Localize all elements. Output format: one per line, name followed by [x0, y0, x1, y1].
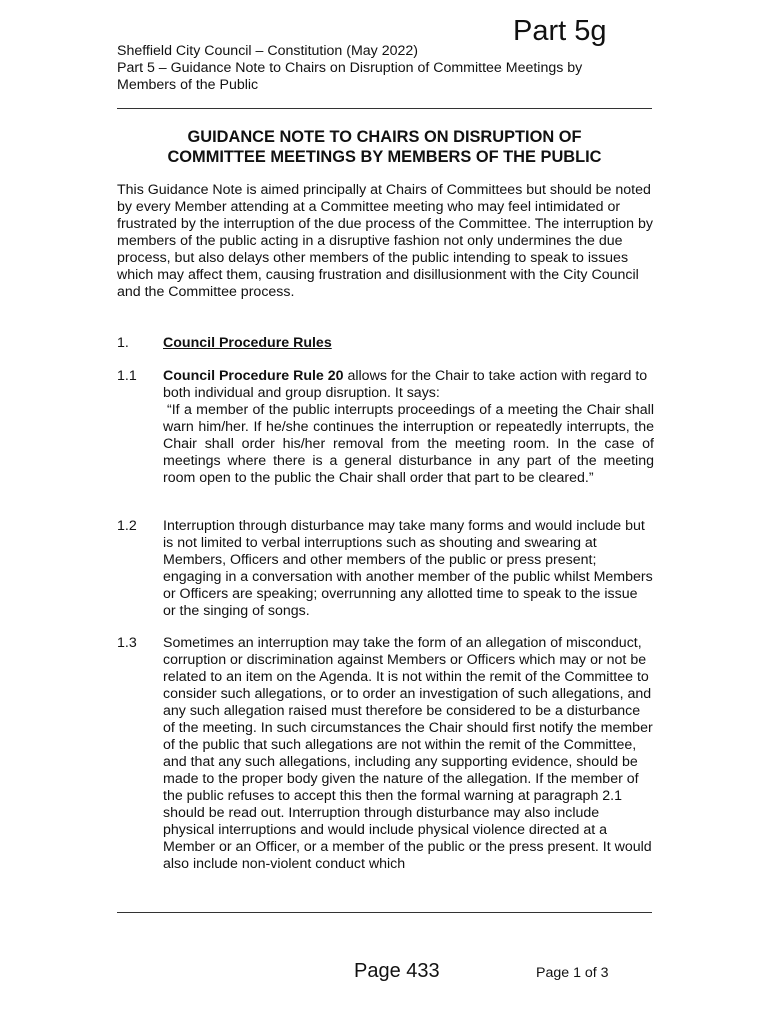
intro-paragraph: This Guidance Note is aimed principally at Chairs of Committees but should be noted by every Member attending at a Committee meeting who may feel intimidated or frustrated by the interruption of the due process of the Committee. The interruption by members of the public acting in a disruptive fashion not only undermines the due process, but also delays other members of the public intending to speak to issues which may affect them, causing frustration and disillusionment with the City Council and the Committee process.	[117, 182, 654, 300]
section-1-2-number: 1.2	[117, 518, 137, 534]
section-1-number: 1.	[117, 335, 129, 351]
title-line-1: GUIDANCE NOTE TO CHAIRS ON DISRUPTION OF	[187, 128, 582, 146]
title-line-2: COMMITTEE MEETINGS BY MEMBERS OF THE PUBLIC	[167, 148, 602, 166]
section-1-1-intro	[163, 368, 654, 402]
header-line-2: Part 5 – Guidance Note to Chairs on Disruption of Committee Meetings by	[117, 60, 583, 76]
page-of-label: Page 1 of 3	[536, 965, 609, 981]
footer-divider	[117, 912, 652, 913]
document-title	[117, 127, 652, 167]
section-1-3	[117, 635, 654, 873]
section-1	[117, 335, 654, 352]
document-header	[117, 43, 657, 94]
rule-name: Council Procedure Rule 20	[163, 368, 344, 384]
header-divider	[117, 108, 652, 109]
section-1-1	[117, 368, 654, 487]
section-1-1-text: allows for the Chair to take action with regard to both individual and group disruption. It says:	[163, 368, 648, 401]
section-1-3-text: Sometimes an interruption may take the form of an allegation of misconduct, corruption or discrimination against Members or Officers which may or not be related to an item on the Agenda. It is not within the remit of the Committee to consider such allegations, or to order an investigation of such allegations, and any such allegation raised must therefore be considered to be a disturbance of the meeting. In such circumstances the Chair should first notify the member of the public that such allegations are not within the remit of the Committee, and that any such allegations, including any supporting evidence, should be made to the proper body given the nature of the allegation. If the member of the public refuses to accept this then the formal warning at paragraph 2.1 should be read out. Interruption through disturbance may also include physical interruptions and would include physical violence directed at a Member or an Officer, or a member of the public or the press present. It would also include non-violent conduct which	[163, 635, 653, 872]
header-line-1: Sheffield City Council – Constitution (May 2022)	[117, 43, 418, 59]
section-1-3-number: 1.3	[117, 635, 137, 651]
page-number: Page 433	[354, 960, 440, 982]
rule-quote: “If a member of the public interrupts proceedings of a meeting the Chair shall warn him/her. If he/she continues the interruption or repeatedly interrupts, the Chair shall order his/her removal from the meeting room. In the case of meetings where there is a general disturbance in any part of the meeting room open to the public the Chair shall order that part to be cleared.”	[163, 402, 654, 486]
section-1-heading: Council Procedure Rules	[163, 335, 332, 351]
part-label: Part 5g	[513, 15, 607, 47]
section-1-1-number: 1.1	[117, 368, 137, 384]
section-1-2-text: Interruption through disturbance may take many forms and would include but is not limited to verbal interruptions such as shouting and swearing at Members, Officers and other members of the public or press present; engaging in a conversation with another member of the public whilst Members or Officers are speaking; overrunning any allotted time to speak to the issue or the singing of songs.	[163, 518, 653, 619]
section-1-2	[117, 518, 654, 620]
header-line-3: Members of the Public	[117, 77, 259, 93]
